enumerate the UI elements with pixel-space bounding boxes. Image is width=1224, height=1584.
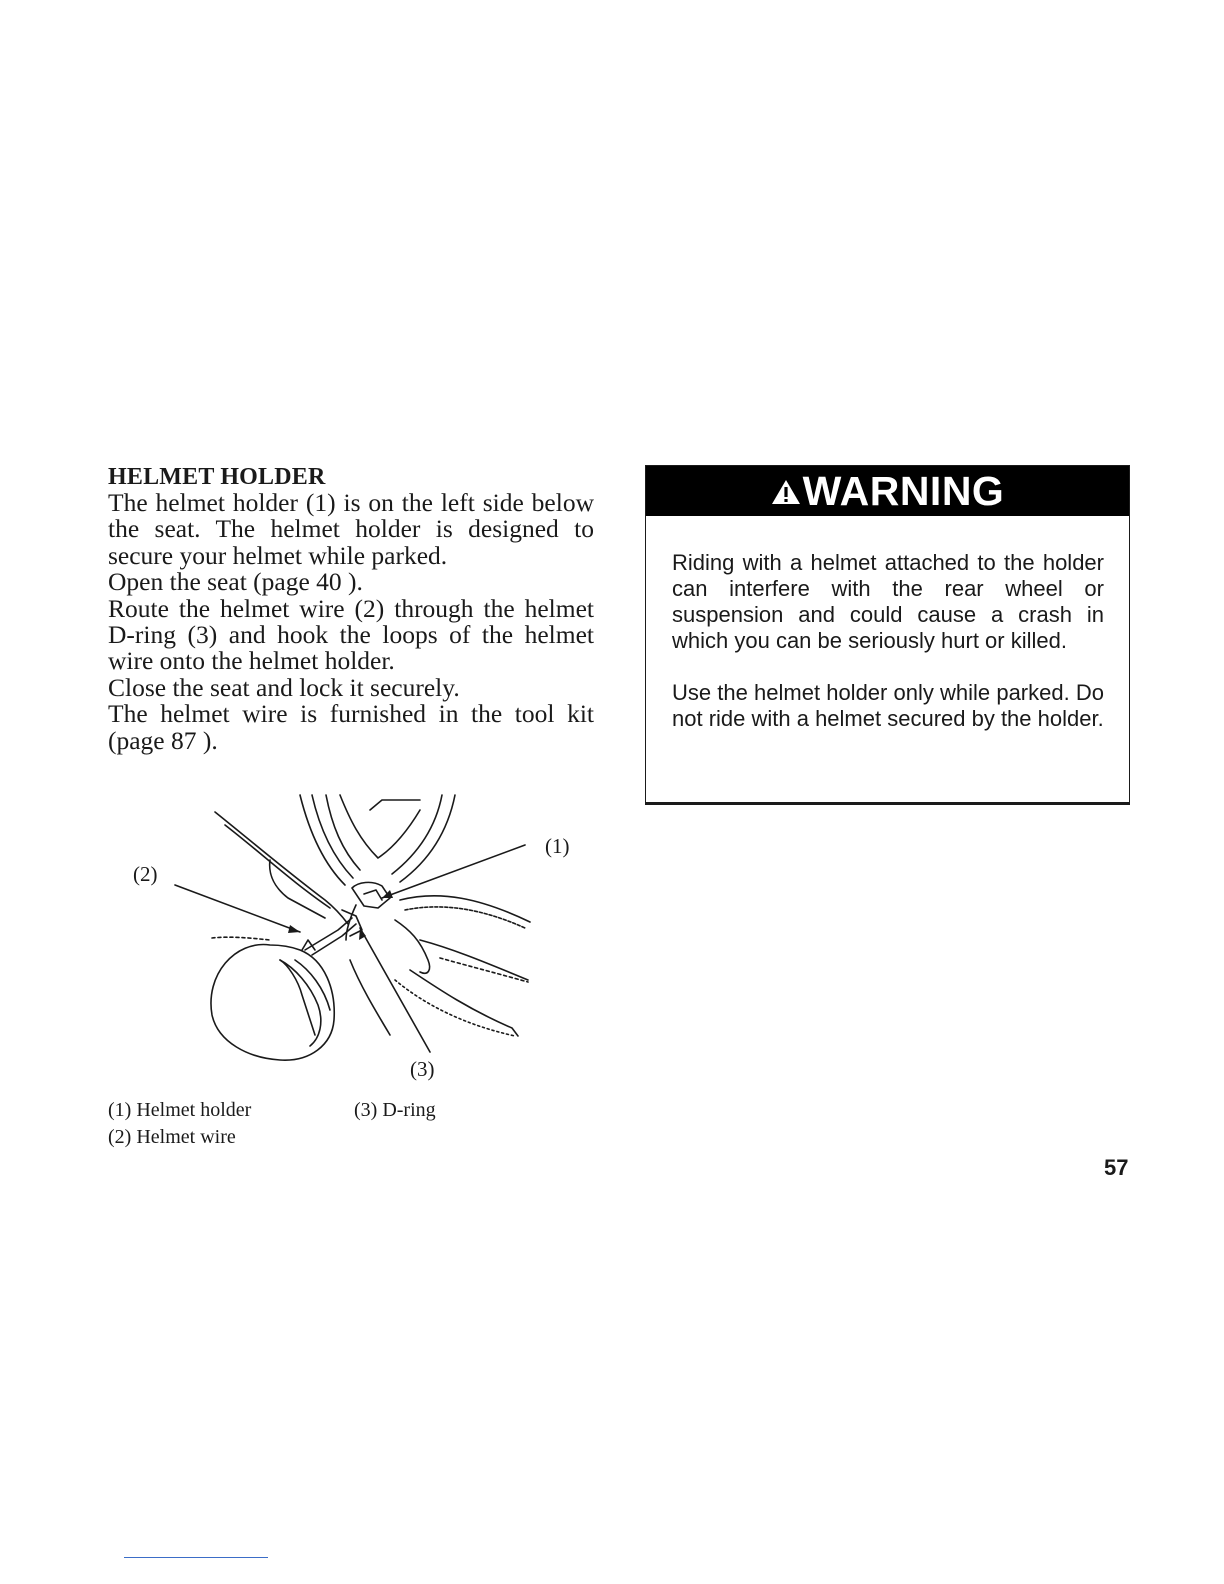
warning-triangle-icon [771, 478, 801, 506]
body-paragraph: Route the helmet wire (2) through the helmet D-ring (3) and hook the loops of the helmet wire onto the helmet holder. [108, 593, 594, 676]
body-paragraph: The helmet holder (1) is on the left side below the seat. The helmet holder is designed to secure your helmet while parked. [108, 488, 594, 570]
warning-title: WARNING [802, 467, 1005, 514]
warning-paragraph: Use the helmet holder only while parked. Do not ride with a helmet secured by the holder. [672, 680, 1104, 731]
helmet-holder-figure [120, 790, 590, 1090]
callout-1: (1) [545, 834, 570, 858]
warning-paragraph: Riding with a helmet attached to the holder can interfere with the rear wheel or suspension and could cause a crash in which you can be seriously hurt or killed. [672, 550, 1104, 653]
warning-box [645, 465, 1130, 805]
page-number: 57 [1104, 1155, 1129, 1180]
footer-divider [124, 1557, 268, 1558]
caption-d-ring: (3) D-ring [354, 1099, 436, 1121]
helmet-holder-illustration [120, 790, 590, 1090]
callout-3: (3) [410, 1057, 435, 1081]
callout-2: (2) [133, 862, 158, 886]
warning-header [646, 466, 1129, 516]
body-paragraph: The helmet wire is furnished in the tool kit (page 87 ). [108, 699, 594, 755]
caption-helmet-holder: (1) Helmet holder [108, 1099, 252, 1121]
caption-helmet-wire: (2) Helmet wire [108, 1126, 236, 1148]
body-paragraph: Close the seat and lock it securely. [108, 672, 460, 702]
section-body [108, 490, 594, 754]
warning-body [672, 550, 1104, 732]
body-paragraph: Open the seat (page 40 ). [108, 567, 363, 597]
section-title: HELMET HOLDER [108, 464, 326, 490]
